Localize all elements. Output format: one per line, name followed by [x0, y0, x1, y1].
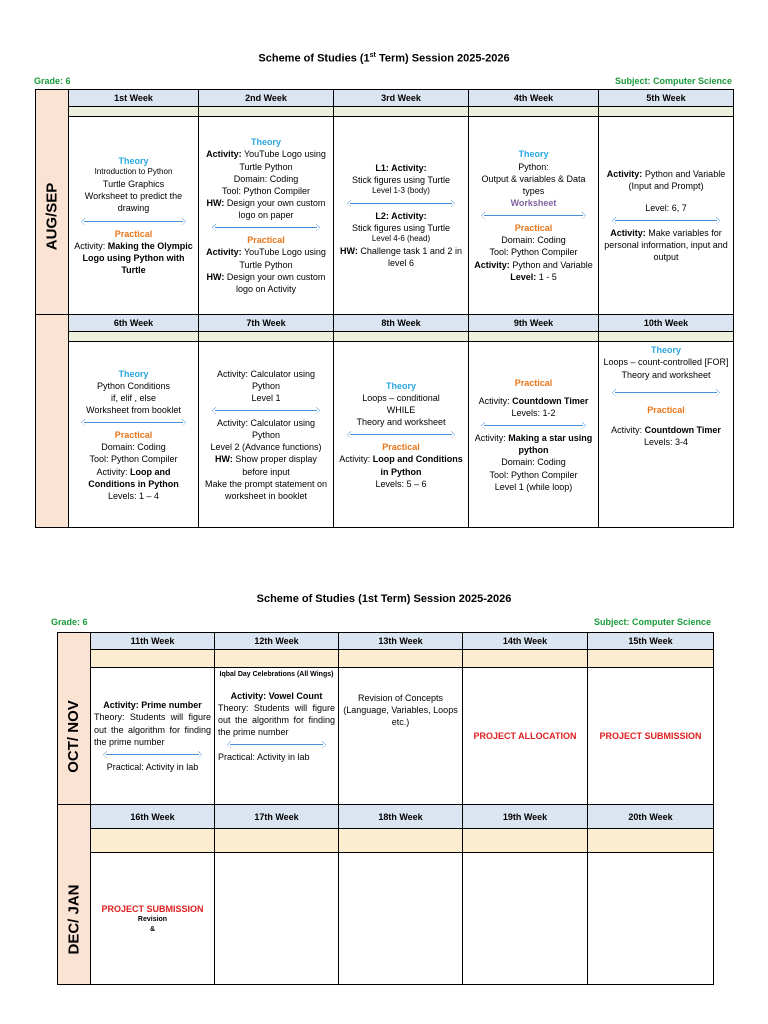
month-label-oct-nov: OCT/ NOV: [65, 700, 83, 773]
band-row: [36, 107, 734, 117]
week-header: 10th Week: [599, 315, 734, 332]
week-header: 18th Week: [339, 805, 463, 829]
week-header-row: [36, 315, 734, 332]
week-header: 8th Week: [334, 315, 469, 332]
week-header: 16th Week: [91, 805, 215, 829]
week-16-cell: PROJECT SUBMISSION Revision &: [91, 853, 215, 985]
week-19-cell: [463, 853, 588, 985]
week-18-cell: [339, 853, 463, 985]
term2-title: Scheme of Studies (1st Term) Session 2025-2026: [256, 593, 512, 605]
double-arrow-icon: [347, 431, 456, 438]
month-label-aug-sep: AUG/SEP: [43, 182, 61, 250]
week-13-cell: Revision of Concepts (Language, Variables, Loops etc.): [339, 668, 463, 805]
week-5-cell: Activity: Python and Variable (Input and Prompt) Level: 6, 7 Activity: Make variables for personal information, input and output: [599, 117, 734, 315]
week-header: 9th Week: [469, 315, 599, 332]
week-header: 3rd Week: [334, 90, 469, 107]
month-cell-2: [36, 315, 69, 528]
term2-grade: Grade: 6: [51, 617, 88, 627]
band-row: [36, 332, 734, 342]
week-12-cell: Iqbal Day Celebrations (All Wings) Activity: Vowel Count Theory: Students will figure out the algorithm for finding the prime number Practical: Activity in lab: [215, 668, 339, 805]
week-header: 11th Week: [91, 633, 215, 650]
week-header: 19th Week: [463, 805, 588, 829]
week-11-cell: Activity: Prime number Theory: Students will figure out the algorithm for finding the prime number Practical: Activity in lab: [91, 668, 215, 805]
band-row: [58, 650, 714, 668]
month-label-dec-jan: DEC/ JAN: [65, 883, 83, 955]
week-header: 2nd Week: [199, 90, 334, 107]
double-arrow-icon: [347, 200, 456, 207]
double-arrow-icon: [212, 407, 321, 414]
week-header-row: [36, 90, 734, 107]
week-10-cell: Theory Loops – count-controlled [FOR] Theory and worksheet Practical Activity: Countdown Timer Levels: 3-4: [599, 342, 734, 528]
week-header-row: [58, 633, 714, 650]
week-header: 15th Week: [588, 633, 714, 650]
week-2-cell: Theory Activity: YouTube Logo using Turtle Python Domain: Coding Tool: Python Compiler HW: Design your own custom logo on paper Practical Activity: YouTube Logo using Turtle Python HW: Design your own custom logo on Activity: [199, 117, 334, 315]
content-row: [36, 342, 734, 528]
band-row: [58, 829, 714, 853]
double-arrow-icon: [81, 419, 186, 426]
content-row: [58, 668, 714, 805]
double-arrow-icon: [227, 741, 326, 748]
term1-subject: Subject: Computer Science: [614, 76, 732, 86]
double-arrow-icon: [212, 224, 321, 231]
week-header: 12th Week: [215, 633, 339, 650]
term1-grade: Grade: 6: [34, 76, 71, 86]
term2-schedule-table: [57, 632, 714, 985]
week-header: 17th Week: [215, 805, 339, 829]
week-header: 13th Week: [339, 633, 463, 650]
term1-title: Scheme of Studies (1st Term) Session 2025-2026: [258, 52, 510, 65]
double-arrow-icon: [612, 389, 721, 396]
double-arrow-icon: [81, 218, 186, 225]
week-7-cell: Activity: Calculator using Python Level 1 Activity: Calculator using Python Level 2 (Advance functions) HW: Show proper display before input Make the prompt statement on worksheet in booklet: [199, 342, 334, 528]
week-3-cell: L1: Activity: Stick figures using Turtle Level 1-3 (body) L2: Activity: Stick figures using Turtle Level 4-6 (head) HW: Challenge task 1 and 2 in level 6: [334, 117, 469, 315]
week-4-cell: Theory Python: Output & variables & Data types Worksheet Practical Domain: Coding Tool: Python Compiler Activity: Python and Variable Level: 1 - 5: [469, 117, 599, 315]
week-header: 6th Week: [69, 315, 199, 332]
term1-schedule-table: [35, 89, 734, 528]
week-header: 20th Week: [588, 805, 714, 829]
week-1-cell: Theory Introduction to Python Turtle Graphics Worksheet to predict the drawing Practical Activity: Making the Olympic Logo using Python with Turtle: [69, 117, 199, 315]
week-header: 14th Week: [463, 633, 588, 650]
week-header: 7th Week: [199, 315, 334, 332]
week-14-cell: PROJECT ALLOCATION: [463, 668, 588, 805]
double-arrow-icon: [103, 751, 202, 758]
term2-subject: Subject: Computer Science: [593, 617, 711, 627]
week-20-cell: [588, 853, 714, 985]
week-header: 4th Week: [469, 90, 599, 107]
week-15-cell: PROJECT SUBMISSION: [588, 668, 714, 805]
content-row: [58, 853, 714, 985]
double-arrow-icon: [481, 422, 586, 429]
week-header: 1st Week: [69, 90, 199, 107]
week-8-cell: Theory Loops – conditional WHILE Theory and worksheet Practical Activity: Loop and Conditions in Python Levels: 5 – 6: [334, 342, 469, 528]
week-header-row: [58, 805, 714, 829]
double-arrow-icon: [481, 212, 586, 219]
double-arrow-icon: [612, 217, 721, 224]
week-header: 5th Week: [599, 90, 734, 107]
content-row: [36, 117, 734, 315]
week-9-cell: Practical Activity: Countdown Timer Levels: 1-2 Activity: Making a star using python Domain: Coding Tool: Python Compiler Level 1 (while loop): [469, 342, 599, 528]
week-17-cell: [215, 853, 339, 985]
week-6-cell: Theory Python Conditions if, elif , else Worksheet from booklet Practical Domain: Coding Tool: Python Compiler Activity: Loop and Conditions in Python Levels: 1 – 4: [69, 342, 199, 528]
